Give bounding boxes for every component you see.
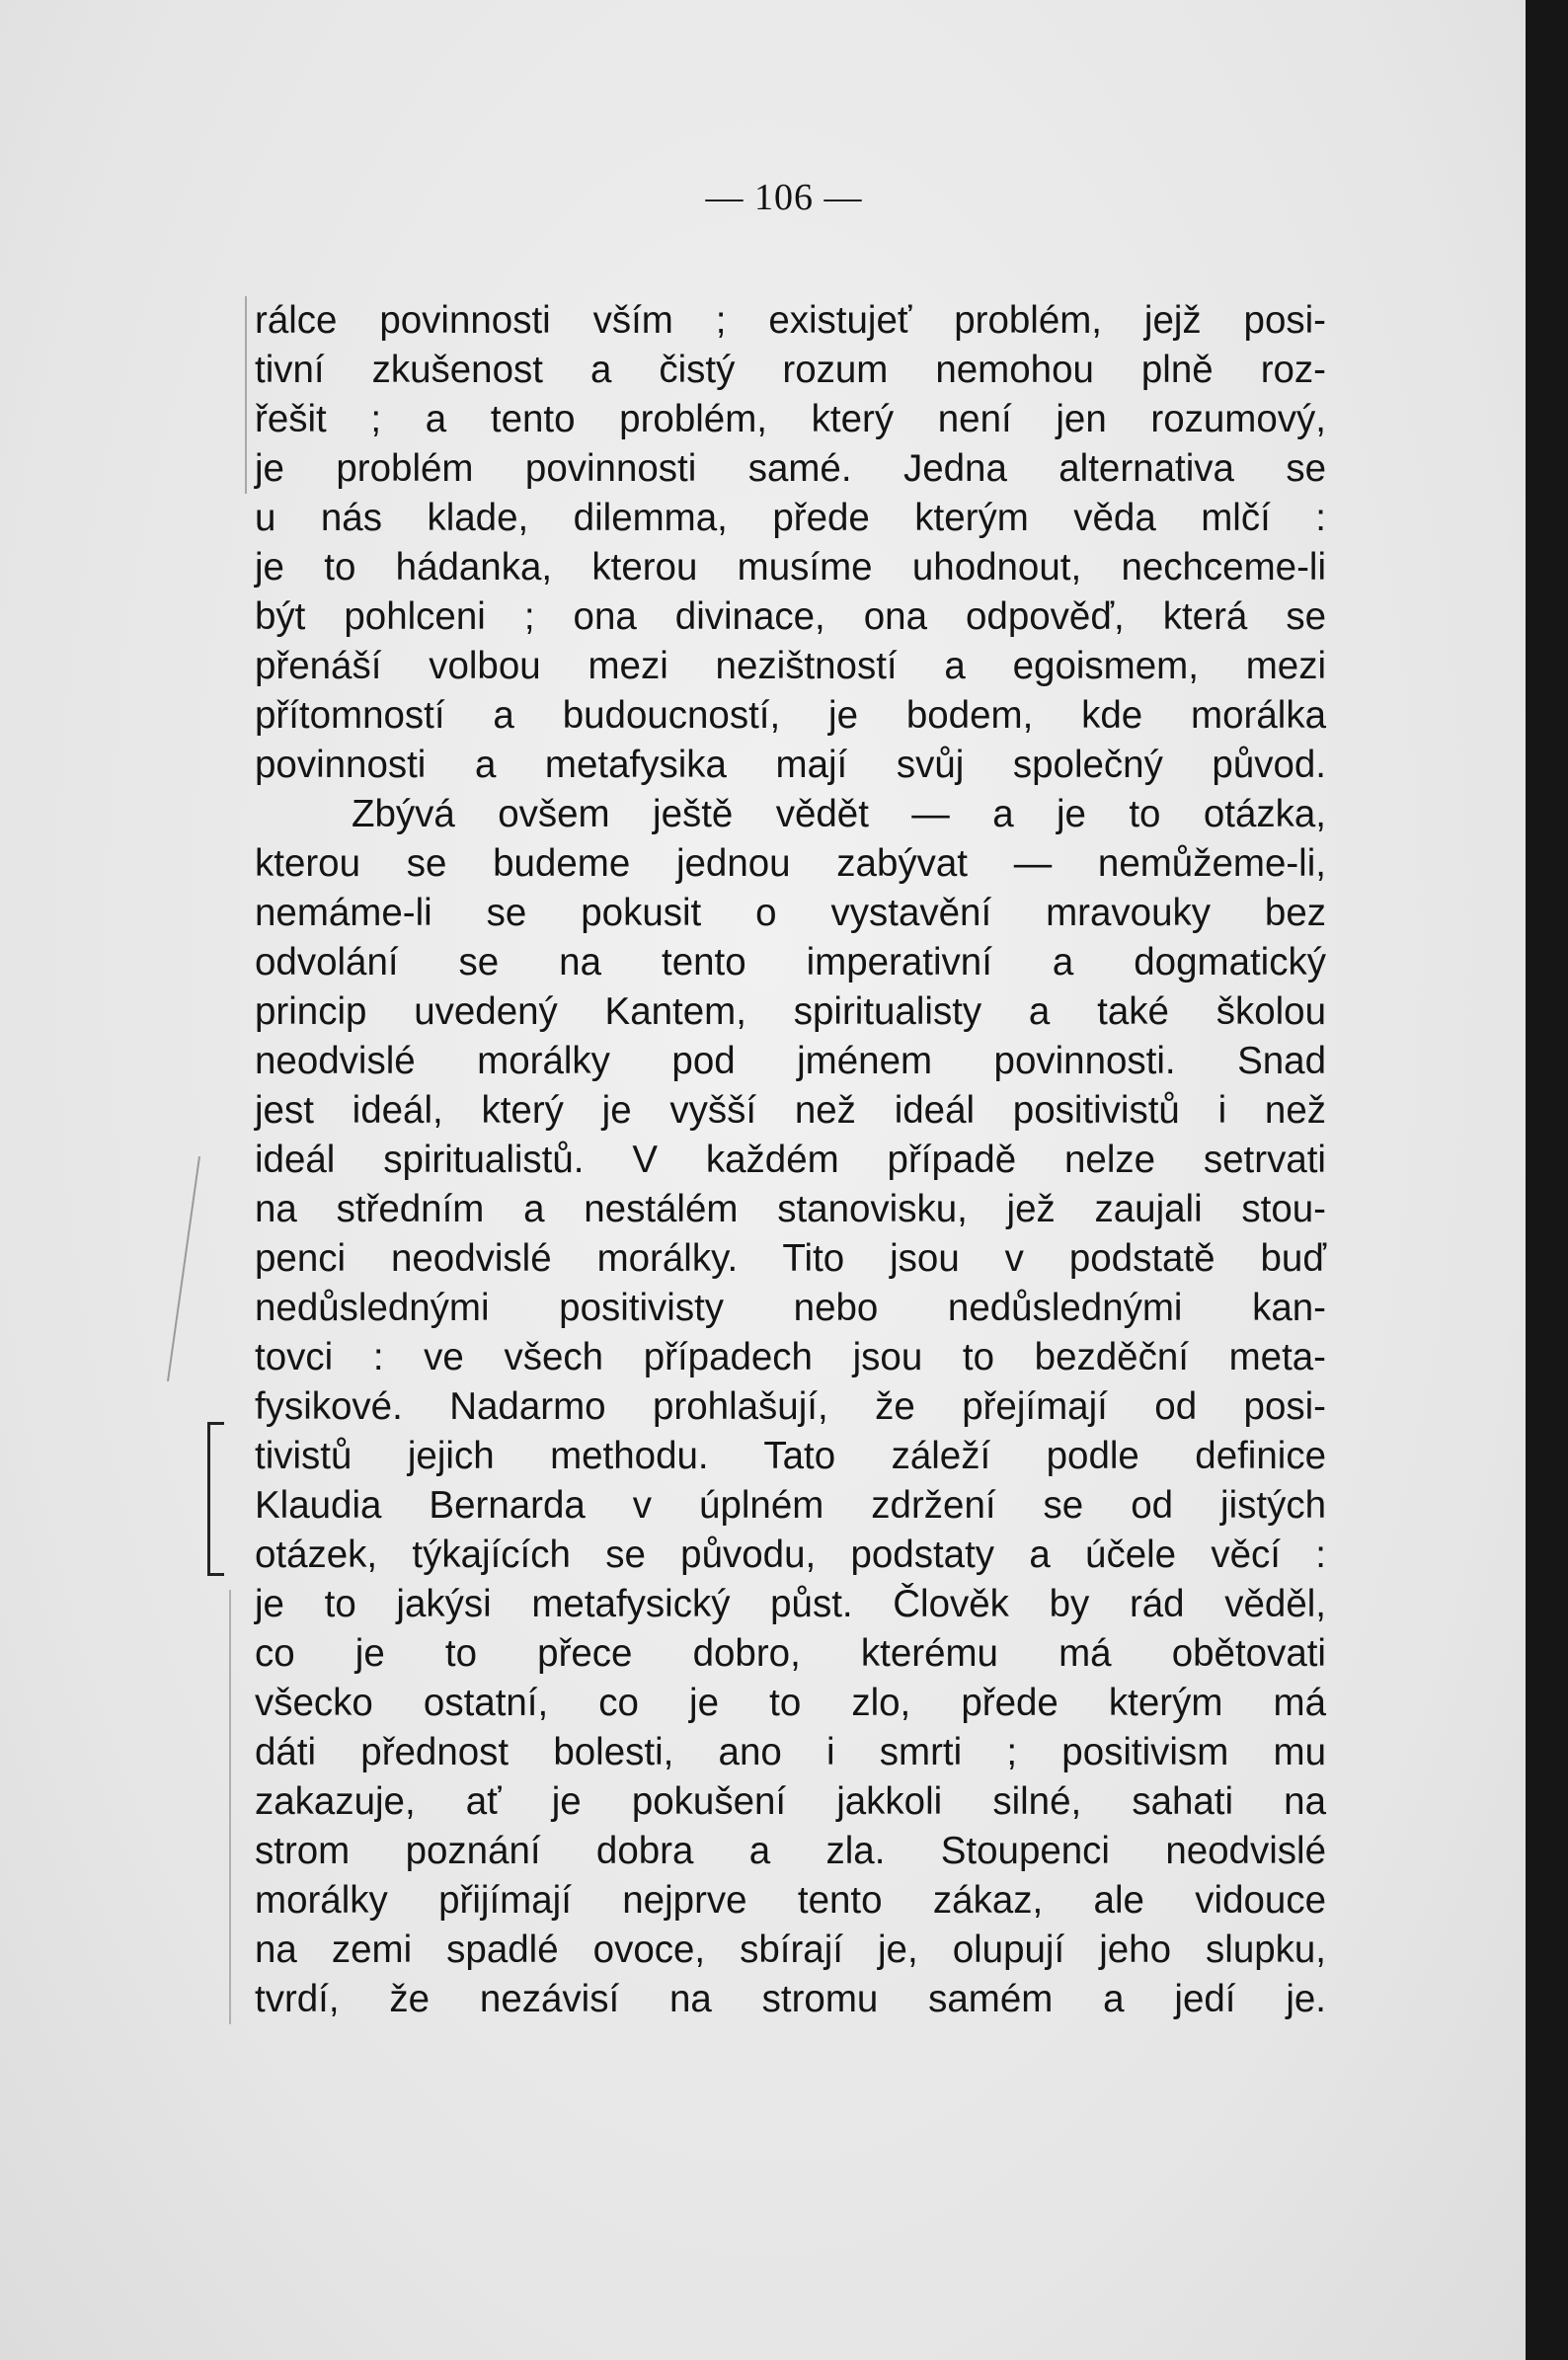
text-line: neodvislé morálky pod jménem povinnosti. Snad: [255, 1040, 1326, 1082]
text-line: řešit ; a tento problém, který není jen rozumový,: [255, 398, 1326, 440]
text-line: tovci : ve všech případech jsou to bezděční meta-: [255, 1336, 1326, 1378]
text-line: kterou se budeme jednou zabývat — nemůžeme-li,: [255, 842, 1326, 885]
text-line: Zbývá ovšem ještě vědět — a je to otázka,: [352, 793, 1326, 835]
text-line: na zemi spadlé ovoce, sbírají je, olupují jeho slupku,: [255, 1928, 1326, 1971]
book-spine: [1526, 0, 1568, 2360]
text-line: povinnosti a metafysika mají svůj společný původ.: [255, 744, 1326, 786]
pencil-bracket-mark: [207, 1422, 224, 1576]
text-line: co je to přece dobro, kterému má obětovati: [255, 1632, 1326, 1675]
text-line: morálky přijímají nejprve tento zákaz, ale vidouce: [255, 1879, 1326, 1922]
text-line: otázek, týkajících se původu, podstaty a účele věcí :: [255, 1534, 1326, 1576]
text-line: na středním a nestálém stanovisku, jež zaujali stou-: [255, 1188, 1326, 1230]
text-line: všecko ostatní, co je to zlo, přede kterým má: [255, 1682, 1326, 1724]
pencil-margin-line: [245, 296, 247, 494]
text-line: penci neodvislé morálky. Tito jsou v podstatě buď: [255, 1237, 1326, 1280]
text-line: fysikové. Nadarmo prohlašují, že přejímají od posi-: [255, 1385, 1326, 1428]
text-line: jest ideál, který je vyšší než ideál positivistů i než: [255, 1089, 1326, 1132]
text-line: tivní zkušenost a čistý rozum nemohou plně roz-: [255, 349, 1326, 391]
text-line: je problém povinnosti samé. Jedna alternativa se: [255, 447, 1326, 490]
text-line: přítomností a budoucností, je bodem, kde morálka: [255, 694, 1326, 737]
text-line: princip uvedený Kantem, spiritualisty a také školou: [255, 990, 1326, 1033]
pencil-margin-line: [229, 1590, 231, 2024]
text-line: Klaudia Bernarda v úplném zdržení se od jistých: [255, 1484, 1326, 1527]
text-line: nedůslednými positivisty nebo nedůslednými kan-: [255, 1287, 1326, 1329]
text-line: u nás klade, dilemma, přede kterým věda mlčí :: [255, 497, 1326, 539]
text-line: strom poznání dobra a zla. Stoupenci neodvislé: [255, 1830, 1326, 1872]
text-line: ideál spiritualistů. V každém případě nelze setrvati: [255, 1139, 1326, 1181]
text-line: být pohlceni ; ona divinace, ona odpověď, která se: [255, 595, 1326, 638]
text-line: dáti přednost bolesti, ano i smrti ; positivism mu: [255, 1731, 1326, 1773]
text-line: rálce povinnosti vším ; existujeť problém, jejž posi-: [255, 299, 1326, 342]
text-line: přenáší volbou mezi nezištností a egoismem, mezi: [255, 645, 1326, 687]
text-line: nemáme-li se pokusit o vystavění mravouky bez: [255, 892, 1326, 934]
page-number: — 106 —: [705, 177, 863, 218]
body-text: [255, 296, 1326, 2024]
text-line: odvolání se na tento imperativní a dogmatický: [255, 941, 1326, 983]
text-line: je to jakýsi metafysický půst. Člověk by rád věděl,: [255, 1583, 1326, 1625]
text-line: tvrdí, že nezávisí na stromu samém a jedí je.: [255, 1978, 1326, 2020]
text-line: zakazuje, ať je pokušení jakkoli silné, sahati na: [255, 1780, 1326, 1823]
text-line: je to hádanka, kterou musíme uhodnout, nechceme-li: [255, 546, 1326, 589]
pencil-margin-line: [167, 1156, 200, 1381]
text-line: tivistů jejich methodu. Tato záleží podle definice: [255, 1435, 1326, 1477]
